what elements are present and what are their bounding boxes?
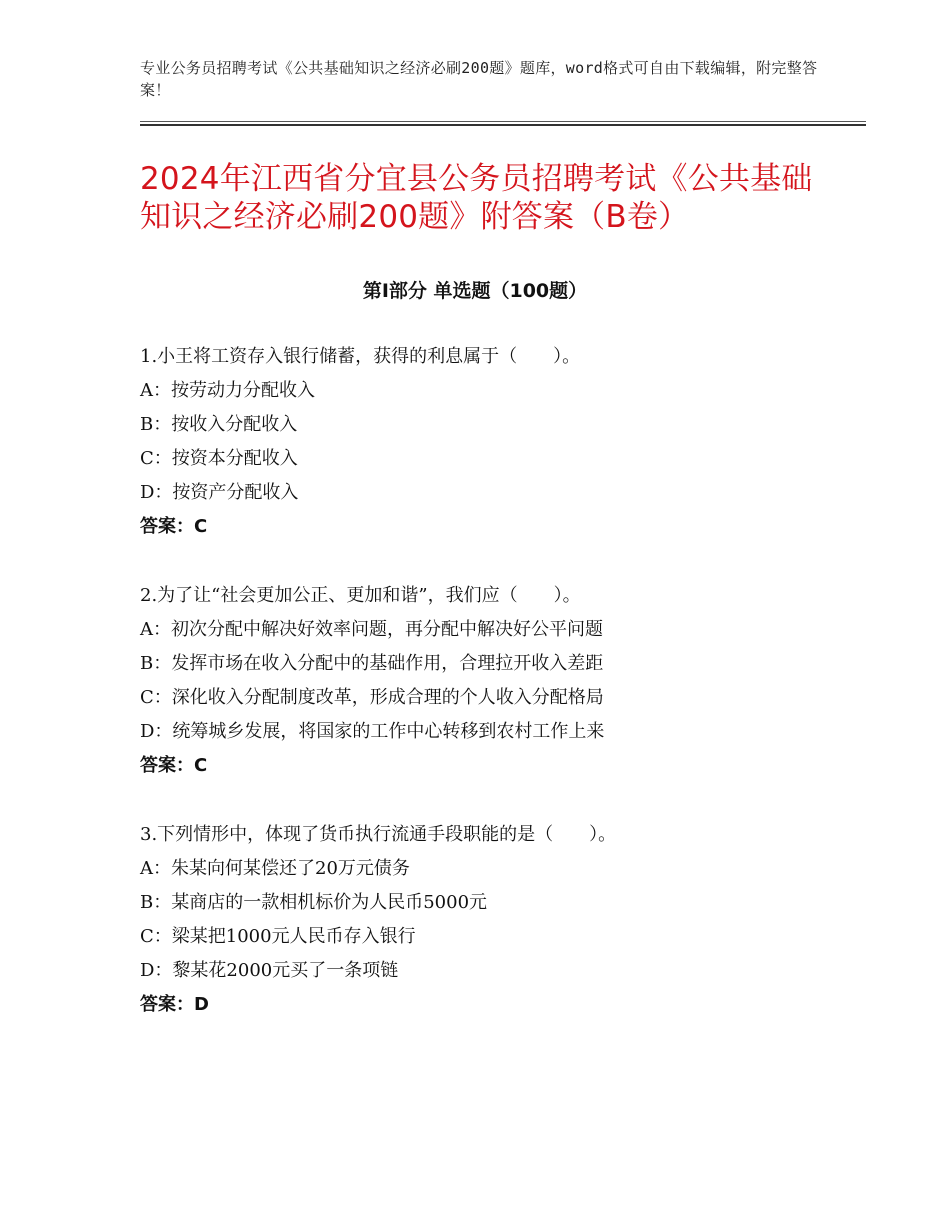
option-a: A：初次分配中解决好效率问题，再分配中解决好公平问题 [140, 619, 603, 640]
option-a: A：朱某向何某偿还了20万元债务 [140, 858, 410, 879]
question-3 [140, 818, 860, 1022]
question-2 [140, 579, 860, 783]
option-c: C：深化收入分配制度改革，形成合理的个人收入分配格局 [140, 687, 604, 708]
document-title: 2024年江西省分宜县公务员招聘考试《公共基础知识之经济必刷200题》附答案（B卷） [140, 161, 813, 235]
question-stem: 2.为了让“社会更加公正、更加和谐”，我们应（ ）。 [140, 585, 581, 606]
option-d: D：按资产分配收入 [140, 482, 299, 503]
option-d: D：统筹城乡发展，将国家的工作中心转移到农村工作上来 [140, 721, 605, 742]
option-b: B：某商店的一款相机标价为人民币5000元 [140, 892, 488, 913]
option-b: B：按收入分配收入 [140, 414, 298, 435]
question-1 [140, 340, 860, 544]
header-divider-thick [140, 124, 866, 126]
question-stem: 1.小王将工资存入银行储蓄，获得的利息属于（ ）。 [140, 346, 581, 367]
option-b: B：发挥市场在收入分配中的基础作用，合理拉开收入差距 [140, 653, 604, 674]
option-d: D：黎某花2000元买了一条项链 [140, 960, 399, 981]
header-divider-thin [140, 121, 866, 122]
answer-label: 答案：C [140, 516, 208, 537]
header-note: 专业公务员招聘考试《公共基础知识之经济必刷200题》题库，word格式可自由下载编辑，附完整答案！ [140, 59, 818, 99]
answer-label: 答案：D [140, 994, 209, 1015]
question-stem: 3.下列情形中，体现了货币执行流通手段职能的是（ ）。 [140, 824, 617, 845]
answer-label: 答案：C [140, 755, 208, 776]
option-c: C：按资本分配收入 [140, 448, 298, 469]
option-c: C：梁某把1000元人民币存入银行 [140, 926, 416, 947]
section-title: 第Ⅰ部分 单选题（100题） [362, 280, 588, 302]
option-a: A：按劳动力分配收入 [140, 380, 315, 401]
